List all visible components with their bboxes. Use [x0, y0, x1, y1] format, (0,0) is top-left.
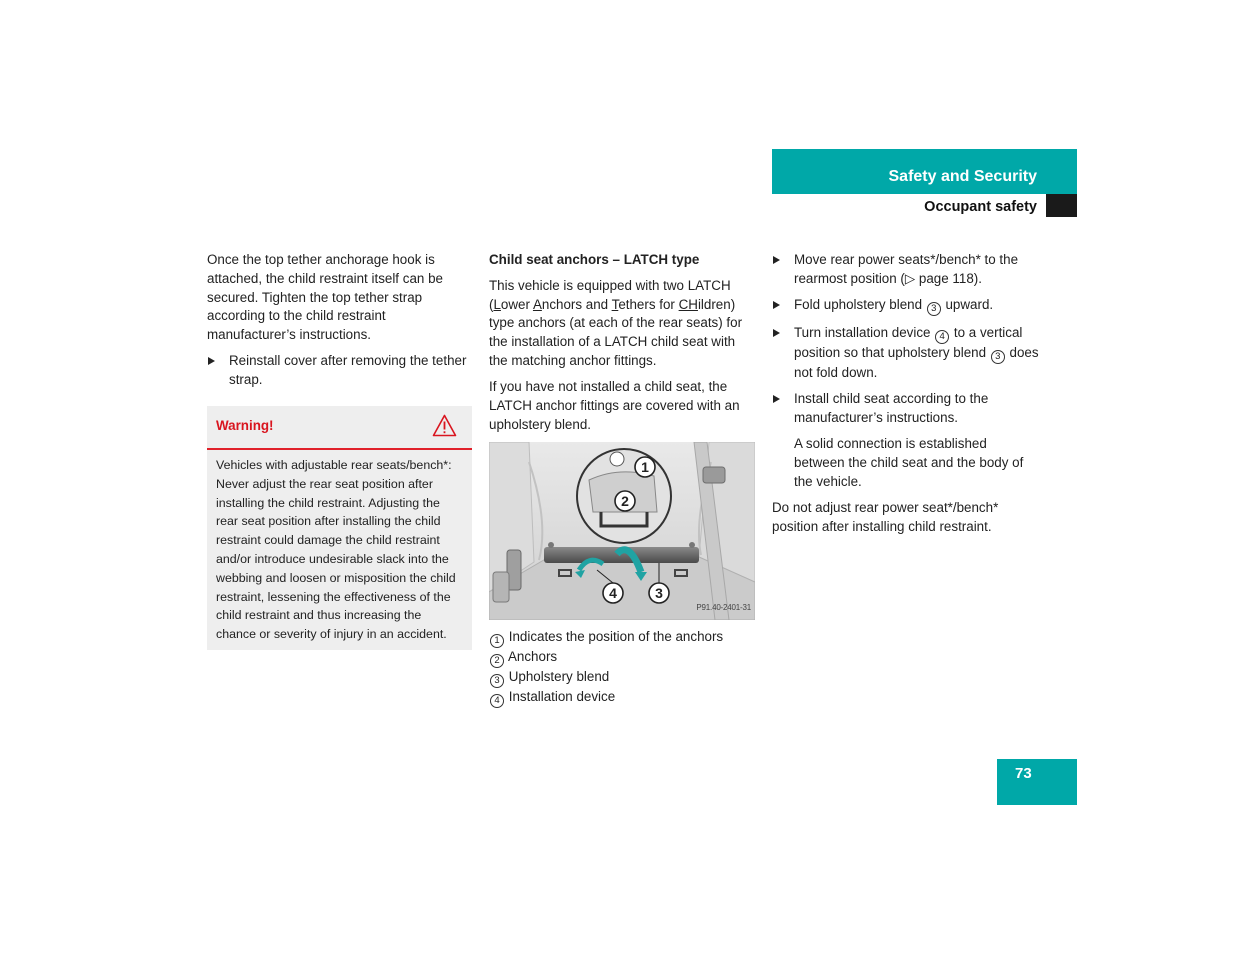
- closing-paragraph: Do not adjust rear power seat*/bench* position after installing child restraint.: [772, 499, 999, 534]
- bullet-install-seat: Install child seat according to the manufacturer’s instructions.: [772, 390, 1040, 428]
- callout-3: 3: [655, 585, 663, 602]
- page-number-tab: [997, 759, 1077, 805]
- subsection-marker: [1046, 194, 1077, 217]
- section-header-band: [772, 149, 1077, 194]
- bullet-turn-device: Turn installation device 4 to a vertical position so that upholstery blend 3 does not fold down.: [772, 324, 1040, 383]
- warning-text: Vehicles with adjustable rear seats/bench*: Never adjust the rear seat position after installing the child restraint. Adjusting the rear seat position after installing the child restraint could damage the child restraint and/or introduce undesirable slack into the webbing and loosen or misposition the child restraint, lessening the effectiveness of the child restraint and thus increasing the chance or severity of injury in an accident.: [216, 458, 456, 642]
- column-3: [772, 251, 1040, 544]
- illustration-graphic: [489, 442, 755, 620]
- figure-legend: [489, 628, 755, 708]
- section-title: Safety and Security: [888, 168, 1037, 185]
- bullet-arrow-icon: [773, 256, 780, 264]
- bullet-fold-blend: Fold upholstery blend 3 upward.: [772, 296, 1040, 316]
- legend-item: 1 Indicates the position of the anchors: [489, 628, 755, 648]
- bullet-arrow-icon: [773, 395, 780, 403]
- warning-triangle-icon: [432, 414, 457, 437]
- intro-paragraph: Once the top tether anchorage hook is attached, the child restraint itself can be secured. Tighten the top tether strap according to the child restraint manufacturer’s instructions.: [207, 252, 443, 343]
- page-number: 73: [1015, 765, 1032, 782]
- bullet-reinstall-cover: [207, 352, 472, 390]
- callout-1: 1: [641, 459, 649, 476]
- bullet-arrow-icon: [773, 329, 780, 337]
- figure-code: P91.40-2401-31: [696, 603, 751, 613]
- page-reference-link[interactable]: ▷ page 118).: [904, 270, 982, 286]
- bullet-arrow-icon: [208, 357, 215, 365]
- legend-item: 4 Installation device: [489, 688, 755, 708]
- latch-heading: Child seat anchors – LATCH type: [489, 252, 700, 267]
- bullet-arrow-icon: [773, 301, 780, 309]
- bullet-move-seats: Move rear power seats*/bench* to the rearmost position (▷ page 118).: [772, 251, 1040, 289]
- callout-4: 4: [609, 585, 617, 602]
- subsection-title: Occupant safety: [924, 199, 1037, 215]
- column-2: [489, 251, 755, 708]
- legend-item: 3 Upholstery blend: [489, 668, 755, 688]
- warning-header: [207, 406, 472, 450]
- callout-2: 2: [621, 493, 629, 510]
- column-1: [207, 251, 472, 650]
- latch-paragraph: This vehicle is equipped with two LATCH (Lower Anchors and Tethers for CHildren) type anchors (at each of the rear seats) for the installation of a LATCH child seat with the matching anchor fittings.: [489, 277, 743, 368]
- upholstery-paragraph: If you have not installed a child seat, the LATCH anchor fittings are covered with an upholstery blend.: [489, 379, 740, 432]
- bullet-text: Reinstall cover after removing the tether strap.: [229, 353, 467, 388]
- legend-item: 2 Anchors: [489, 648, 755, 668]
- connection-note: A solid connection is established between the child seat and the body of the vehicle.: [794, 435, 1024, 489]
- warning-title: Warning!: [216, 418, 274, 434]
- latch-anchor-illustration: [489, 442, 755, 620]
- warning-box: [207, 406, 472, 650]
